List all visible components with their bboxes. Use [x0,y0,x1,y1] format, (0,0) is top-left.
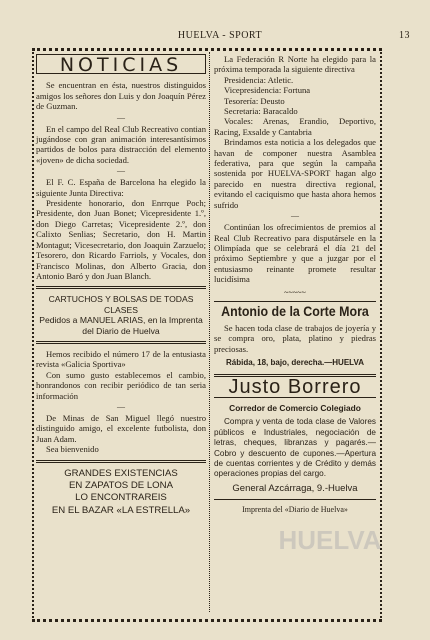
ad-cartuchos-contact: Pedidos a MANUEL ARIAS, en la Imprenta del Diario de Huelva [39,315,203,336]
news-junta-list: Presidente honorario, don Enrrque Poch; Presidente, don Juan Bonet; Vicepresidente 1.º, don Diego Carretas; Vicepresidente 2.º, don Calixto Senlias; Secretario, don H. Martin Montagut; Vicesecretario, don Joaquin Zarzuelo; Tesorero, don Ricardo Farriols, y Vocales, don Francisco Molinas, don Alberto Gracia, don Antonio Baró y don Juan Blanch. [36,198,206,281]
ad-bazar-line: EN ZAPATOS DE LONA [69,480,173,491]
ad-corte-mora-address: Rábida, 18, bajo, derecha.—HUELVA [226,358,364,368]
ad-bazar [36,468,206,518]
separator: — [117,401,125,411]
news-galicia-sportiva: Hemos recibido el número 17 de la entusiasta revista «Galicia Sportiva» [36,348,206,370]
rule [214,499,376,500]
news-welcome: Sea bienvenido [46,444,99,455]
officer-line: Vicepresidencia: Fortuna [224,85,311,96]
officer-line: Tesorería: Deusto [224,95,285,106]
news-espana-barcelona: El F. C. España de Barcelona ha elegido la siguiente Junta Directiva: [36,177,206,198]
news-asamblea: Brindamos esta noticia a los delegados que havan de componer nuestra Asamblea federativa, para que según la campaña sostenida por HUELVA-SPORT hagan algo parecido en nuestra directiva regional, evitando el caciquismo que hasta ahora hemos sufrido [214,137,376,210]
separator: — [117,166,125,176]
news-olimpiada: Continúan los ofrecimientos de premios al Real Club Recreativo para disputársele en la Olimpíada que se celebrará el día 21 del próximo Septiembre y que a juzgar por el entusiasmo reinante promete resultar lucidísima [214,222,376,285]
vocales-line: Vocales: Arenas, Erandio, Deportivo, Racing, Exsalde y Cantabria [214,116,376,137]
ad-borrero-name: Justo Borrero [228,375,362,398]
ad-cartuchos-headline: CARTUCHOS Y BOLSAS DE TODAS CLASES [48,294,194,315]
news-san-miguel: De Minas de San Miguel llegó nuestro distinguido amigo, el excelente futbolista, don Juan Adam. [36,412,206,444]
ad-corte-mora-name: Antonio de la Corte Mora [221,303,369,319]
rule [214,301,376,302]
running-title: HUELVA - SPORT [177,30,263,41]
rule [36,341,206,344]
ad-bazar-line: EN EL BAZAR «LA ESTRELLA» [51,504,191,516]
column-divider [209,52,210,612]
stamp-text: HUELVA [278,525,382,555]
ad-borrero-title: Corredor de Comercio Colegiado [229,402,361,413]
news-federacion: La Federación R Norte ha elegido para la próxima temporada la siguiente directiva [214,54,376,75]
officer-line: Presidencia: Atletic. [224,74,294,85]
ad-borrero-address: General Azcárraga, 9.-Huelva [232,482,358,494]
ad-corte-mora-text: Se hacen toda clase de trabajos de joyería y se compra oro, plata, platino y piedras preciosas. [214,322,376,354]
right-column [214,54,376,516]
news-exchange: Con sumo gusto establecemos el cambio, honrandonos con recibir periódico de tan seria información [36,369,206,401]
separator: — [291,211,299,221]
news-visitors: Se encuentran en ésta, nuestros distinguidos amigos los señores don Luis y don Joaquín Pérez de Guzman. [36,80,206,112]
page-header [28,30,412,44]
left-column [36,54,206,517]
officer-line: Secretaria: Baracaldo [224,106,298,117]
rule [36,286,206,289]
separator: — [117,112,125,122]
ad-bazar-line: LO ENCONTRAREIS [75,492,167,504]
news-bolos: En el campo del Real Club Recreativo contian jugándose con gran animación interesantísimos partidos de bolos para distracción del elemento «joven» de dicha sociedad. [36,123,206,165]
imprenta-credit: Imprenta del «Diario de Huelva» [242,505,348,515]
ad-borrero-text: Compra y venta de toda clase de Valores públicos e Industriales, negociación de letras, cheques, libranzas y pagarés.—Cobro y descuento de cupones.—Apertura de cuentas corrientes y de Crédito y demás operaciones propias del cargo. [214,417,376,479]
page-number: 13 [399,30,410,41]
rule [36,460,206,463]
ornament: ~~~~~ [284,287,306,297]
section-title: NOTICIAS [36,54,206,74]
library-stamp-watermark [250,526,410,616]
ad-bazar-line: GRANDES EXISTENCIAS [64,467,178,479]
ad-cartuchos [36,294,206,336]
